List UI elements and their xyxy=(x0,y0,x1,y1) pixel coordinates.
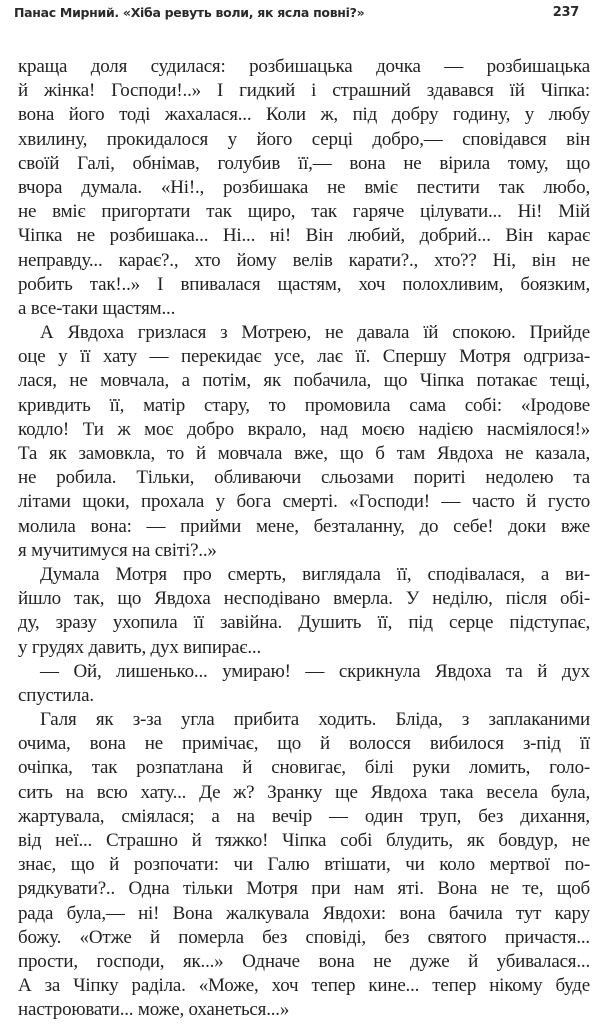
text-line: літами щоки, прохала у бога смерті. «Господи! — часто й густо xyxy=(18,491,590,513)
text-line: божу. «Отже й померла без сповіді, без святого причастя... xyxy=(18,926,590,948)
text-line: молила вона: — прийми мене, безталанну, до себе! доки вже xyxy=(18,515,590,537)
text-line: спустила. xyxy=(18,684,94,706)
header-title: Панас Мирний. «Хіба ревуть воли, як ясла повні?» xyxy=(14,5,365,20)
text-line: Чіпка не розбишака... Ні... ні! Він любий, добрий... Він карає xyxy=(18,225,590,247)
text-line: вона його тоді жахалася... Коли ж, під добру годину, у любу xyxy=(18,104,590,126)
text-line: Та як замовкла, то й мовчала вже, що б там Явдоха не казала, xyxy=(18,443,590,464)
text-line: очіпка, так розпатлана й сновигає, білі руки ломить, голо- xyxy=(18,757,590,779)
text-line: Думала Мотря про смерть, виглядала її, сподівалася, а ви- xyxy=(40,563,590,585)
text-line: неправду... карає?., хто йому велів карати?., хто?? Ні, він не xyxy=(18,249,590,271)
text-line: рада була,— ні! Вона жалкувала Явдохи: вона бачила тут кару xyxy=(18,902,590,924)
text-line: робить так!..» І впивалася щастям, хоч полохливим, боязким, xyxy=(18,273,590,295)
text-line: йшло так, що Явдоха несподівано вмерла. У неділю, після обі- xyxy=(18,588,590,610)
text-line: очима, вона не примічає, що й волосся вибилося з-під її xyxy=(18,733,590,755)
text-line: настроювати... може, оханеться...» xyxy=(18,999,290,1021)
text-line: кривдить її, матір стару, то промовила сама собі: «Іродове xyxy=(18,394,590,416)
text-line: прости, господи, як...» Одначе вона не дуже й убивалася... xyxy=(18,950,590,972)
text-line: хвилину, прокидалося у його серці добро,— сповідався він xyxy=(18,128,590,150)
text-line: — Ой, лишенько... умираю! — скрикнула Явдоха та й дух xyxy=(40,660,590,682)
text-line: й жінка! Господи!..» І гидкий і страшний здавався їй Чіпка: xyxy=(18,80,590,102)
text-line: сить на всю хату... Де ж? Зранку ще Явдоха така весела була, xyxy=(18,781,590,803)
text-line: не вміє пригортати так щиро, так гаряче цілувати... Ні! Мій xyxy=(18,201,590,223)
text-line: Галя як з-за угла прибита ходить. Бліда, з заплаканими xyxy=(40,709,590,731)
text-line: я мучитимуся на світі?..» xyxy=(18,539,217,561)
body-text xyxy=(18,55,590,1023)
text-line: оце у її хату — перекидає усе, лає її. Спершу Мотря одгриза- xyxy=(18,346,590,368)
text-line: своїй Галі, обнімав, голубив її,— вона не вірила тому, що xyxy=(18,152,590,174)
text-line: лася, не мовчала, а потім, як побачила, що Чіпка потакає тещі, xyxy=(18,370,590,392)
text-line: ду, зразу ухопила її завійна. Душить її, під серце підступає, xyxy=(18,612,590,634)
text-line: краща доля судилася: розбишацька дочка — розбишацька xyxy=(18,56,590,77)
text-line: а все-таки щастям... xyxy=(18,297,176,319)
text-line: у грудях давить, дух випирає... xyxy=(18,636,261,658)
text-line: вчора думала. «Ні!., розбишака не вміє пестити так любо, xyxy=(18,176,590,198)
text-line: від неї... Страшно й тяжко! Чіпка собі блудить, як бовдур, не xyxy=(18,830,590,851)
text-line: не робила. Тільки, обливаючи сльозами пориті недолею та xyxy=(18,467,590,489)
text-line: жартувала, сміялася; а на вечір — один труп, без дихання, xyxy=(18,805,590,827)
text-line: кодло! Ти ж моє добро вкрало, над моєю надією насміялося!» xyxy=(18,418,590,440)
text-line: рядкувати?.. Одна тільки Мотря при нам яті. Вона не те, щоб xyxy=(18,878,590,900)
text-line: знає, що й розпочати: чи Галю втішати, чи коло мертвої по- xyxy=(18,854,590,876)
text-line: А за Чіпку раділа. «Може, хоч тепер кине... тепер нікому буде xyxy=(18,975,590,997)
running-header xyxy=(14,5,579,25)
page-number: 237 xyxy=(552,5,579,20)
text-line: А Явдоха гризлася з Мотрею, не давала їй спокою. Прийде xyxy=(40,322,590,344)
